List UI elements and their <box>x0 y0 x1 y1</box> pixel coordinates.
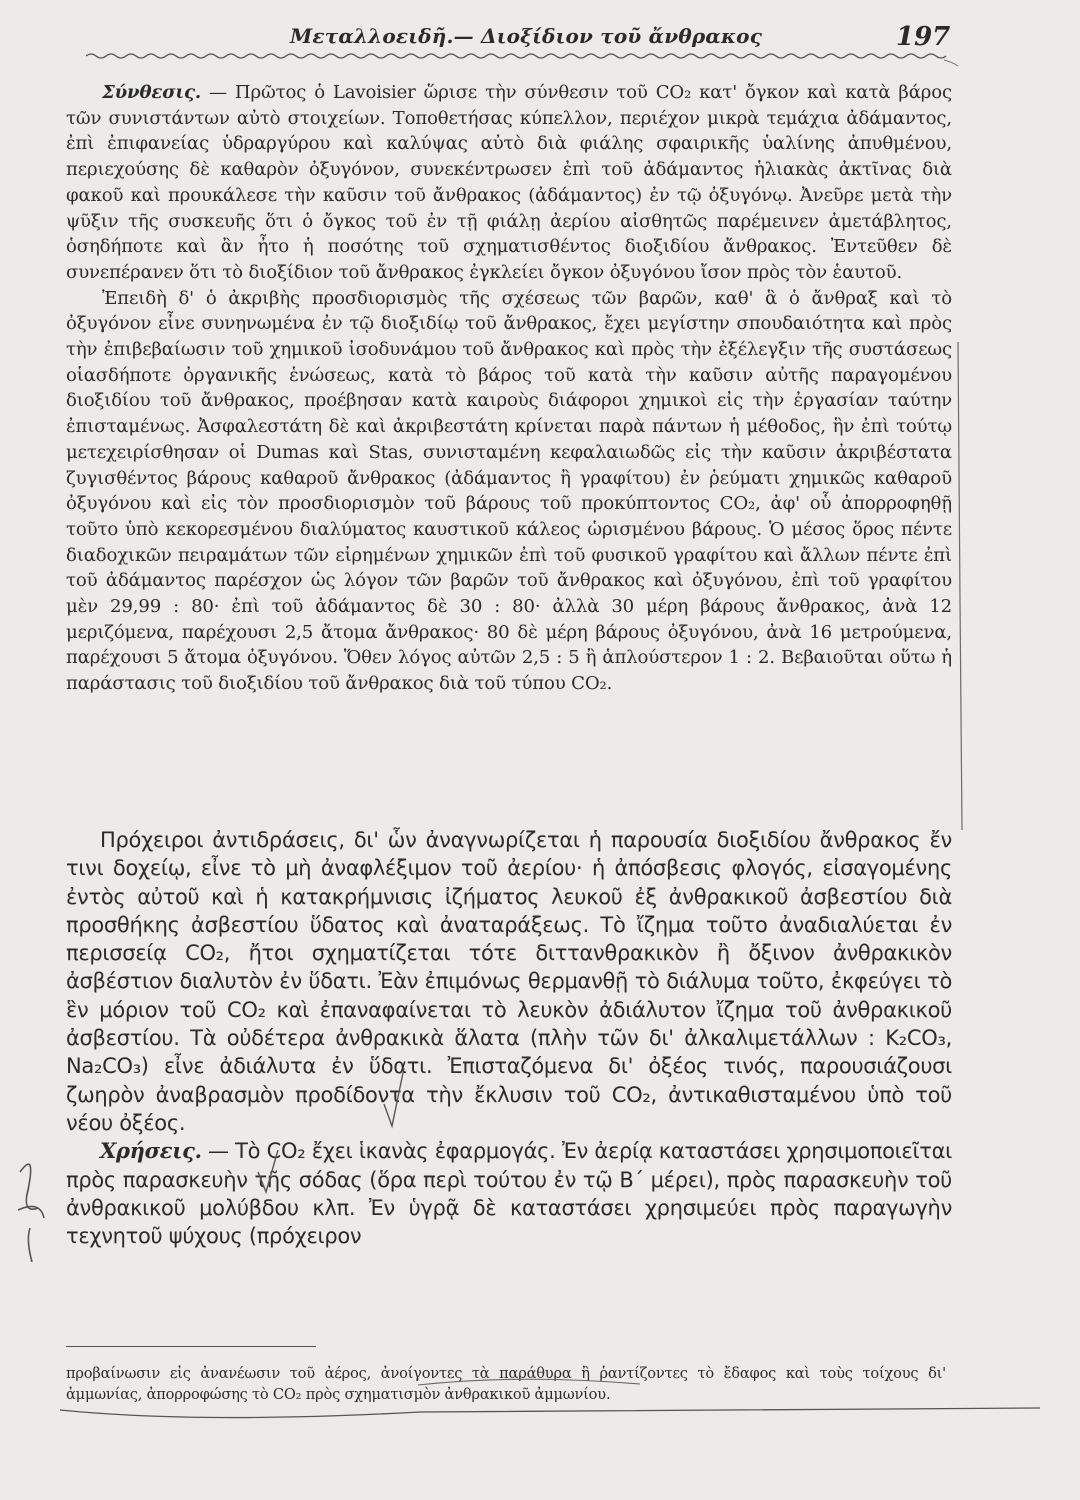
paragraph-reactions <box>66 826 952 1137</box>
section-lead: Χρήσεις. <box>100 1138 202 1164</box>
page-header <box>0 20 1080 70</box>
paragraph-text: Πρόχειροι ἀντιδράσεις, δι' ὧν ἀναγνωρίζεται ἡ παρουσία διοξιδίου ἄνθρακος ἔν τινι δοχείῳ, εἶνε τὸ μὴ ἀναφλέξιμον τοῦ ἀερίου· ἡ ἀπόσβεσις φλογός, εἰσαγομένης ἐντὸς αὐτοῦ καὶ ἡ κατακρήμνισις ἰζήματος λευκοῦ ἐξ ἀνθρακικοῦ ἀσβεστίου διὰ προσθήκης ἀσβεστίου ὕδατος καὶ ἀναταράξεως. Τὸ ἴζημα τοῦτο ἀναδιαλύεται ἐν περισσείᾳ CO₂, ἤτοι σχηματίζεται τότε διττανθρακικὸν ἢ ὄξινον ἀνθρακικὸν ἀσβέστιον διαλυτὸν ἐν ὕδατι. Ἐὰν ἐπιμόνως θερμανθῇ τὸ διάλυμα τοῦτο, ἐκφεύγει τὸ ἓν μόριον τοῦ CO₂ καὶ ἐπαναφαίνεται τὸ λευκὸν ἀδιάλυτον ἴζημα τοῦ ἀνθρακικοῦ ἀσβεστίου. Τὰ οὐδέτερα ἀνθρακικὰ ἅλατα (πλὴν τῶν δι' ἀλκαλιμετάλλων : K₂CO₃, Na₂CO₃) εἶνε ἀδιάλυτα ἐν ὕδατι. Ἐπισταζόμενα δι' ὀξέος τινός, παρουσιάζουσι ζωηρὸν ἀναβρασμὸν προδίδοντα τὴν ἔκλυσιν τοῦ CO₂, ἀντικαθισταμένου ὑπὸ τοῦ νέου ὀξέος. <box>66 828 952 1135</box>
section-lead: Σύνθεσις. <box>102 82 202 103</box>
footnote <box>66 1363 946 1405</box>
page-number: 197 <box>896 22 951 52</box>
running-title: Μεταλλοειδῆ.— Διοξίδιον τοῦ ἄνθρακος <box>290 24 763 48</box>
main-text-large <box>66 826 952 1250</box>
paragraph-text: — Τὸ CO₂ ἔχει ἱκανὰς ἐφαρμογάς. Ἐν ἀερίᾳ καταστάσει χρησιμοποιεῖται πρὸς παρασκευὴν τῆς σόδας (ὅρα περὶ τούτου ἐν τῷ Β΄ μέρει), πρὸς παρασκευὴν τοῦ ἀνθρακικοῦ μολύβδου κλπ. Ἐν ὑγρᾷ δὲ καταστάσει χρησιμεύει πρὸς παραγωγὴν τεχνητοῦ ψύχους (πρόχειρον <box>66 1139 952 1249</box>
paragraph-dumas-stas <box>66 286 952 697</box>
paragraph-synthesis <box>66 80 952 286</box>
main-text-small <box>66 80 952 697</box>
header-wavy-rule <box>86 50 956 62</box>
footnote-text: προβαίνωσιν εἰς ἀνανέωσιν τοῦ ἀέρος, ἀνοίγοντες τὰ παράθυρα ἢ ῥαντίζοντες τὸ ἔδαφος καὶ τοὺς τοίχους δι' ἀμμωνίας, ἀπορροφώσης τὸ CO₂ πρὸς σχηματισμὸν ἀνθρακικοῦ ἀμμωνίου. <box>66 1365 946 1403</box>
paragraph-text: — Πρῶτος ὁ Lavoisier ὥρισε τὴν σύνθεσιν τοῦ CO₂ κατ' ὄγκον καὶ κατὰ βάρος τῶν συνιστάντων αὐτὸ στοιχείων. Τοποθετήσας κύπελλον, περιέχον μικρὰ τεμάχια ἀδάμαντος, ἐπὶ ἐπιφανείας ὑδραργύρου καὶ καλύψας αὐτὸ διὰ φιάλης σφαιρικῆς ὑαλίνης ἀπυθμένου, περιεχούσης δὲ καθαρὸν ὀξυγόνον, συνεκέντρωσεν ἐπὶ τοῦ ἀδάμαντος ἡλιακὰς ἀκτῖνας διὰ φακοῦ καὶ προυκάλεσε τὴν καῦσιν τοῦ ἄνθρακος (ἀδάμαντος) ἐν τῷ ὀξυγόνῳ. Ἀνεῦρε μετὰ τὴν ψῦξιν τῆς συσκευῆς ὅτι ὁ ὄγκος τοῦ ἐν τῇ φιάλῃ ἀερίου αἰσθητῶς παρέμεινεν ἀμετάβλητος, ὁσηδήποτε καὶ ἂν ἦτο ἡ ποσότης τοῦ σχηματισθέντος διοξιδίου ἄνθρακος. Ἐντεῦθεν δὲ συνεπέρανεν ὅτι τὸ διοξίδιον τοῦ ἄνθρακος ἐγκλείει ὄγκον ὀξυγόνου ἴσον πρὸς τὸν ἑαυτοῦ. <box>66 82 952 283</box>
footnote-rule <box>66 1346 316 1347</box>
paragraph-text: Ἐπειδὴ δ' ὁ ἀκριβὴς προσδιορισμὸς τῆς σχέσεως τῶν βαρῶν, καθ' ἃ ὁ ἄνθραξ καὶ τὸ ὀξυγόνον εἶνε συνηνωμένα ἐν τῷ διοξιδίῳ τοῦ ἄνθρακος, ἔχει μεγίστην σπουδαιότητα καὶ πρὸς τὴν ἐπιβεβαίωσιν τοῦ χημικοῦ ἰσοδυνάμου τοῦ ἄνθρακος καὶ πρὸς τὴν ἐξέλεγξιν τῆς συστάσεως οἱασδήποτε ὀργανικῆς ἑνώσεως, κατὰ τὸ βάρος τοῦ κατὰ τὴν καῦσιν αὐτῆς παραγομένου διοξιδίου τοῦ ἄνθρακος, προέβησαν κατὰ καιροὺς διάφοροι χημικοὶ εἰς τὴν ἐργασίαν ταύτην ἐπισταμένως. Ἀσφαλεστάτη δὲ καὶ ἀκριβεστάτη κρίνεται παρὰ πάντων ἡ μέθοδος, ἣν ἐπὶ τούτῳ μετεχειρίσθησαν οἱ Dumas καὶ Stas, συνισταμένη κεφαλαιωδῶς εἰς τὴν καῦσιν ἀκριβέστατα ζυγισθέντος βάρους καθαροῦ ἄνθρακος (ἀδάμαντος ἢ γραφίτου) ἐν ῥεύματι χημικῶς καθαροῦ ὀξυγόνου καὶ εἰς τὸν προσδιορισμὸν τοῦ βάρους τοῦ προκύπτοντος CO₂, ἀφ' οὗ ἀπορροφηθῇ τοῦτο ὑπὸ κεκορεσμένου διαλύματος καυστικοῦ κάλεος ὡρισμένου βάρους. Ὁ μέσος ὅρος πέντε διαδοχικῶν πειραμάτων τῶν εἰρημένων χημικῶν ἐπὶ τοῦ φυσικοῦ γραφίτου καὶ ἄλλων πέντε ἐπὶ τοῦ ἀδάμαντος παρέσχον ὡς λόγον τῶν βαρῶν τοῦ ἄνθρακος καὶ ὀξυγόνου, ἐπὶ τοῦ γραφίτου μὲν 29,99 : 80· ἐπὶ τοῦ ἀδάμαντος δὲ 30 : 80· ἀλλὰ 30 μέρη βάρους ἄνθρακος, ἀνὰ 12 μεριζόμενα, παρέχουσι 2,5 ἄτομα ἄνθρακος· 80 δὲ μέρη βάρους ὀξυγόνου, ἀνὰ 16 μετρούμενα, παρέχουσι 5 ἄτομα ὀξυγόνου. Ὅθεν λόγος αὐτῶν 2,5 : 5 ἢ ἁπλούστερον 1 : 2. Βεβαιοῦται οὕτω ἡ παράστασις τοῦ διοξιδίου τοῦ ἄνθρακος διὰ τοῦ τύπου CO₂. <box>66 287 952 695</box>
paragraph-uses <box>66 1137 952 1250</box>
